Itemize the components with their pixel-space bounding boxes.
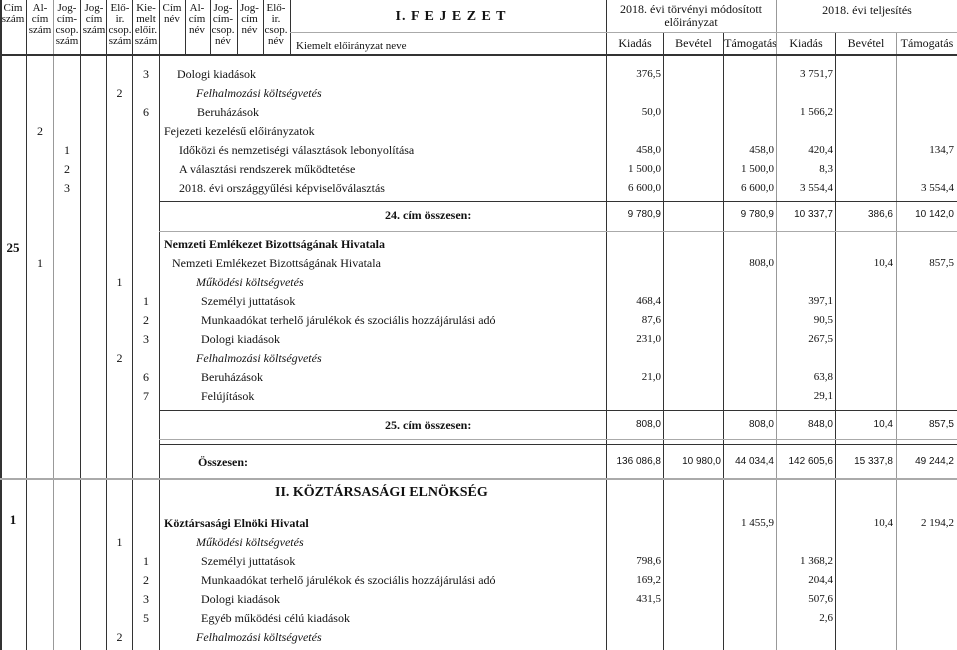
- row-name: Működési költségvetés: [196, 275, 304, 289]
- row-name: Fejezeti kezelésű előirányzatok: [164, 124, 315, 138]
- cell-value: 87,6: [641, 314, 661, 326]
- row-name: Felhalmozási költségvetés: [196, 86, 322, 100]
- cell-value: 3 751,7: [800, 68, 833, 80]
- code-kie: 3: [143, 332, 149, 346]
- row-name: Dologi kiadások: [201, 332, 280, 346]
- grid-line: [237, 0, 238, 54]
- cell-value: 3 554,4: [800, 182, 833, 194]
- row-name: Egyéb működési célú kiadások: [201, 611, 350, 625]
- cell-value: 848,0: [807, 419, 833, 430]
- cell-value: 458,0: [749, 144, 774, 156]
- cell-value: 2,6: [819, 612, 833, 624]
- grid-line: [185, 0, 186, 54]
- row-name: Beruházások: [197, 105, 259, 119]
- row-name: Személyi juttatások: [201, 294, 296, 308]
- row-name: Nemzeti Emlékezet Bizottságának Hivatala: [172, 256, 381, 270]
- row-name: Dologi kiadások: [201, 592, 280, 606]
- cell-value: 169,2: [636, 574, 661, 586]
- col-header-kiadas-1: Kiadás: [618, 36, 652, 50]
- row-name: Munkaadókat terhelő járulékok és szociális hozzájárulási adó: [201, 573, 496, 587]
- col-header-kiadas-2: Kiadás: [789, 36, 823, 50]
- cell-value: 376,5: [636, 68, 661, 80]
- cell-value: 397,1: [808, 295, 833, 307]
- cell-value: 15 337,8: [854, 456, 893, 467]
- row-name: Működési költségvetés: [196, 535, 304, 549]
- code-kie: 2: [143, 573, 149, 587]
- col-header-bevetel-1: Bevétel: [675, 36, 712, 50]
- cell-value: 21,0: [641, 371, 661, 383]
- cell-value: 63,8: [813, 371, 833, 383]
- code-elo: 2: [116, 630, 123, 644]
- group-header-fulfillment: 2018. évi teljesítés: [822, 3, 912, 17]
- row-name: Köztársasági Elnöki Hivatal: [164, 516, 309, 530]
- header-eloir-csop-szam: Elő-ir. csop. szám: [108, 2, 132, 47]
- cell-value: 10 337,7: [794, 209, 833, 220]
- cell-value: 267,5: [808, 333, 833, 345]
- chapter-title: I. F E J E Z E T: [395, 9, 507, 24]
- cell-value: 10 980,0: [682, 456, 721, 467]
- code-jcs: 1: [64, 143, 70, 157]
- grid-line: [210, 0, 211, 54]
- grid-line: [723, 32, 724, 650]
- row-name: Beruházások: [201, 370, 263, 384]
- code-kie: 3: [143, 592, 149, 606]
- cell-value: 90,5: [813, 314, 833, 326]
- code-elo: 1: [116, 535, 123, 549]
- cell-value: 136 086,8: [616, 456, 661, 467]
- grid-line: [0, 54, 957, 56]
- row-name: Időközi és nemzetiségi választások lebonyolítása: [179, 143, 415, 157]
- grid-line: [26, 0, 27, 650]
- cell-value: 10,4: [873, 257, 893, 269]
- cell-value: 808,0: [635, 419, 661, 430]
- cell-value: 808,0: [749, 257, 774, 269]
- cell-value: 44 034,4: [735, 456, 774, 467]
- cell-value: 420,4: [808, 144, 833, 156]
- grid-line: [0, 0, 2, 650]
- code-jcs: 2: [64, 162, 70, 176]
- code-kie: 5: [143, 611, 149, 625]
- cell-value: 10 142,0: [915, 209, 954, 220]
- cell-value: 142 605,6: [788, 456, 833, 467]
- header-jogcim-nev: Jog-cím név: [240, 2, 259, 36]
- header-eloir-csop-nev: Elő-ir. csop. név: [264, 2, 288, 47]
- grid-line: [896, 32, 897, 650]
- cell-value: 386,6: [867, 209, 893, 220]
- cell-value: 9 780,9: [627, 209, 661, 220]
- cell-value: 9 780,9: [740, 209, 774, 220]
- code-kie: 6: [143, 370, 149, 384]
- cell-value: 798,6: [636, 555, 661, 567]
- cell-value: 3 554,4: [921, 182, 954, 194]
- cell-value: 10,4: [873, 419, 893, 430]
- code-cim: 25: [6, 240, 20, 255]
- header-kiemelt-eloir-szam: Kie-melt előir. szám: [134, 2, 158, 47]
- code-kie: 2: [143, 313, 149, 327]
- grid-line: [53, 0, 54, 650]
- code-kie: 7: [143, 389, 149, 403]
- cell-value: 507,6: [808, 593, 833, 605]
- cell-value: 1 500,0: [741, 163, 774, 175]
- cell-value: 50,0: [641, 106, 661, 118]
- header-jogcimcsop-nev: Jog-cím-csop. név: [211, 2, 235, 47]
- grid-line: [290, 0, 291, 54]
- cell-value: 134,7: [929, 144, 954, 156]
- name-column-header: Kiemelt előirányzat neve: [296, 40, 407, 52]
- cell-value: 808,0: [748, 419, 774, 430]
- chapter-heading: II. KÖZTÁRSASÁGI ELNÖKSÉG: [275, 485, 488, 500]
- cell-value: 1 566,2: [800, 106, 833, 118]
- code-elo: 1: [116, 275, 123, 289]
- row-name: Dologi kiadások: [177, 67, 256, 81]
- cell-value: 231,0: [636, 333, 661, 345]
- grid-line: [159, 231, 957, 232]
- grid-line: [0, 478, 957, 480]
- grid-line: [159, 201, 957, 202]
- cell-value: 1 455,9: [741, 517, 774, 529]
- grid-line: [159, 444, 957, 445]
- cell-value: 857,5: [929, 257, 954, 269]
- grid-line: [663, 32, 664, 650]
- code-kie: 1: [143, 554, 149, 568]
- row-name: Személyi juttatások: [201, 554, 296, 568]
- code-cim: 1: [9, 512, 17, 527]
- header-cim-szam: Cím szám: [1, 2, 25, 25]
- cell-value: 204,4: [808, 574, 833, 586]
- row-name: Felhalmozási költségvetés: [196, 630, 322, 644]
- code-alcim: 2: [37, 124, 43, 138]
- cell-value: 6 600,0: [628, 182, 661, 194]
- row-name: Munkaadókat terhelő járulékok és szociális hozzájárulási adó: [201, 313, 496, 327]
- col-header-tamogatas-1: Támogatás: [724, 36, 777, 50]
- row-name: 2018. évi országgyűlési képviselőválasztás: [179, 181, 385, 195]
- cell-value: 1 368,2: [800, 555, 833, 567]
- header-cim-nev: Cím név: [162, 2, 182, 25]
- code-jcs: 3: [64, 181, 70, 195]
- row-name: Felújítások: [201, 389, 255, 403]
- subtotal-label: 25. cím összesen:: [385, 418, 472, 432]
- code-kie: 3: [143, 67, 149, 81]
- code-kie: 6: [143, 105, 149, 119]
- code-kie: 1: [143, 294, 149, 308]
- cell-value: 431,5: [636, 593, 661, 605]
- cell-value: 1 500,0: [628, 163, 661, 175]
- subtotal-label: 24. cím összesen:: [385, 208, 472, 222]
- row-name: A választási rendszerek működtetése: [179, 162, 356, 176]
- grid-line: [80, 0, 81, 650]
- cell-value: 49 244,2: [915, 456, 954, 467]
- group-header-modified-appropriation: 2018. évi törvényi módosított előirányzat: [620, 2, 762, 29]
- row-name: Felhalmozási költségvetés: [196, 351, 322, 365]
- cell-value: 10,4: [873, 517, 893, 529]
- grid-line: [290, 32, 957, 33]
- cell-value: 458,0: [636, 144, 661, 156]
- header-alcim-szam: Al-cím szám: [28, 2, 52, 36]
- grid-line: [159, 0, 160, 650]
- col-header-tamogatas-2: Támogatás: [900, 36, 954, 50]
- grid-line: [835, 32, 836, 650]
- total-label: Összesen:: [198, 455, 248, 469]
- header-alcim-nev: Al-cím név: [188, 2, 206, 36]
- grid-line: [263, 0, 264, 54]
- cell-value: 8,3: [819, 163, 833, 175]
- cell-value: 6 600,0: [741, 182, 774, 194]
- row-name: Nemzeti Emlékezet Bizottságának Hivatala: [164, 237, 385, 251]
- header-jogcimcsop-szam: Jog-cím-csop. szám: [55, 2, 79, 47]
- grid-line: [159, 439, 957, 440]
- code-elo: 2: [116, 351, 123, 365]
- code-alcim: 1: [37, 256, 43, 270]
- header-jogcim-szam: Jog-cím szám: [82, 2, 106, 36]
- grid-line: [159, 410, 957, 411]
- cell-value: 29,1: [813, 390, 833, 402]
- code-elo: 2: [116, 86, 123, 100]
- cell-value: 857,5: [928, 419, 954, 430]
- col-header-bevetel-2: Bevétel: [847, 36, 885, 50]
- cell-value: 2 194,2: [921, 517, 954, 529]
- cell-value: 468,4: [636, 295, 661, 307]
